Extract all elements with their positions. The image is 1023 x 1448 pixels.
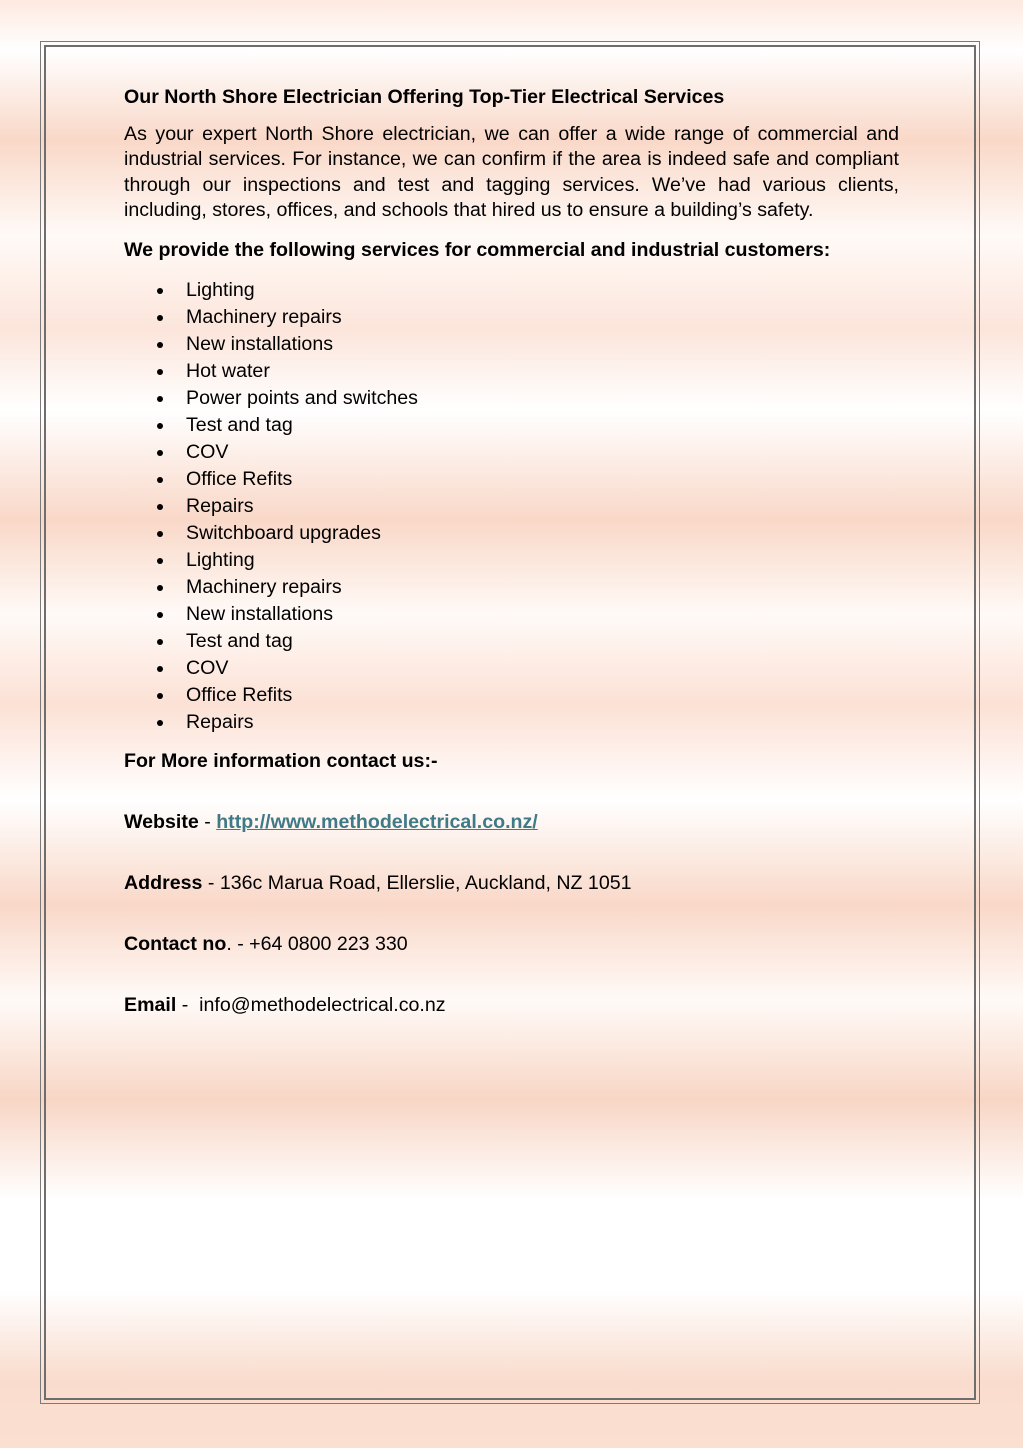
list-item: Hot water	[124, 358, 899, 385]
address-value: - 136c Marua Road, Ellerslie, Auckland, NZ 1051	[202, 871, 632, 894]
phone-value: . - +64 0800 223 330	[226, 932, 408, 955]
website-label: Website	[124, 810, 199, 833]
list-item: Machinery repairs	[124, 574, 899, 601]
intro-paragraph: As your expert North Shore electrician, we can offer a wide range of commercial and industrial services. For instance, we can confirm if the area is indeed safe and compliant through our inspections and test and tagging services. We’ve had various clients, including, stores, offices, and schools that hired us to ensure a building’s safety.	[124, 123, 899, 222]
email-line	[124, 992, 899, 1018]
list-item: Switchboard upgrades	[124, 520, 899, 547]
list-item: Office Refits	[124, 466, 899, 493]
address-line	[124, 870, 899, 896]
phone-line	[124, 931, 899, 957]
website-line	[124, 809, 899, 835]
document-body	[124, 84, 899, 1018]
email-label: Email	[124, 993, 177, 1016]
list-item: Repairs	[124, 493, 899, 520]
list-item: New installations	[124, 601, 899, 628]
list-item: Lighting	[124, 547, 899, 574]
list-item: COV	[124, 655, 899, 682]
website-separator: -	[198, 810, 217, 833]
services-list	[124, 277, 899, 736]
address-label: Address	[124, 871, 203, 894]
more-info-heading: For More information contact us:-	[124, 749, 438, 772]
page-title: Our North Shore Electrician Offering Top-Tier Electrical Services	[124, 86, 725, 108]
website-link[interactable]: http://www.methodelectrical.co.nz/	[216, 810, 538, 833]
list-item: Test and tag	[124, 628, 899, 655]
list-item: Machinery repairs	[124, 304, 899, 331]
services-heading: We provide the following services for commercial and industrial customers:	[124, 238, 831, 261]
phone-label: Contact no	[124, 932, 227, 955]
list-item: Office Refits	[124, 682, 899, 709]
list-item: Repairs	[124, 709, 899, 736]
list-item: Test and tag	[124, 412, 899, 439]
list-item: COV	[124, 439, 899, 466]
list-item: Power points and switches	[124, 385, 899, 412]
list-item: New installations	[124, 331, 899, 358]
list-item: Lighting	[124, 277, 899, 304]
email-value: - info@methodelectrical.co.nz	[176, 993, 446, 1016]
